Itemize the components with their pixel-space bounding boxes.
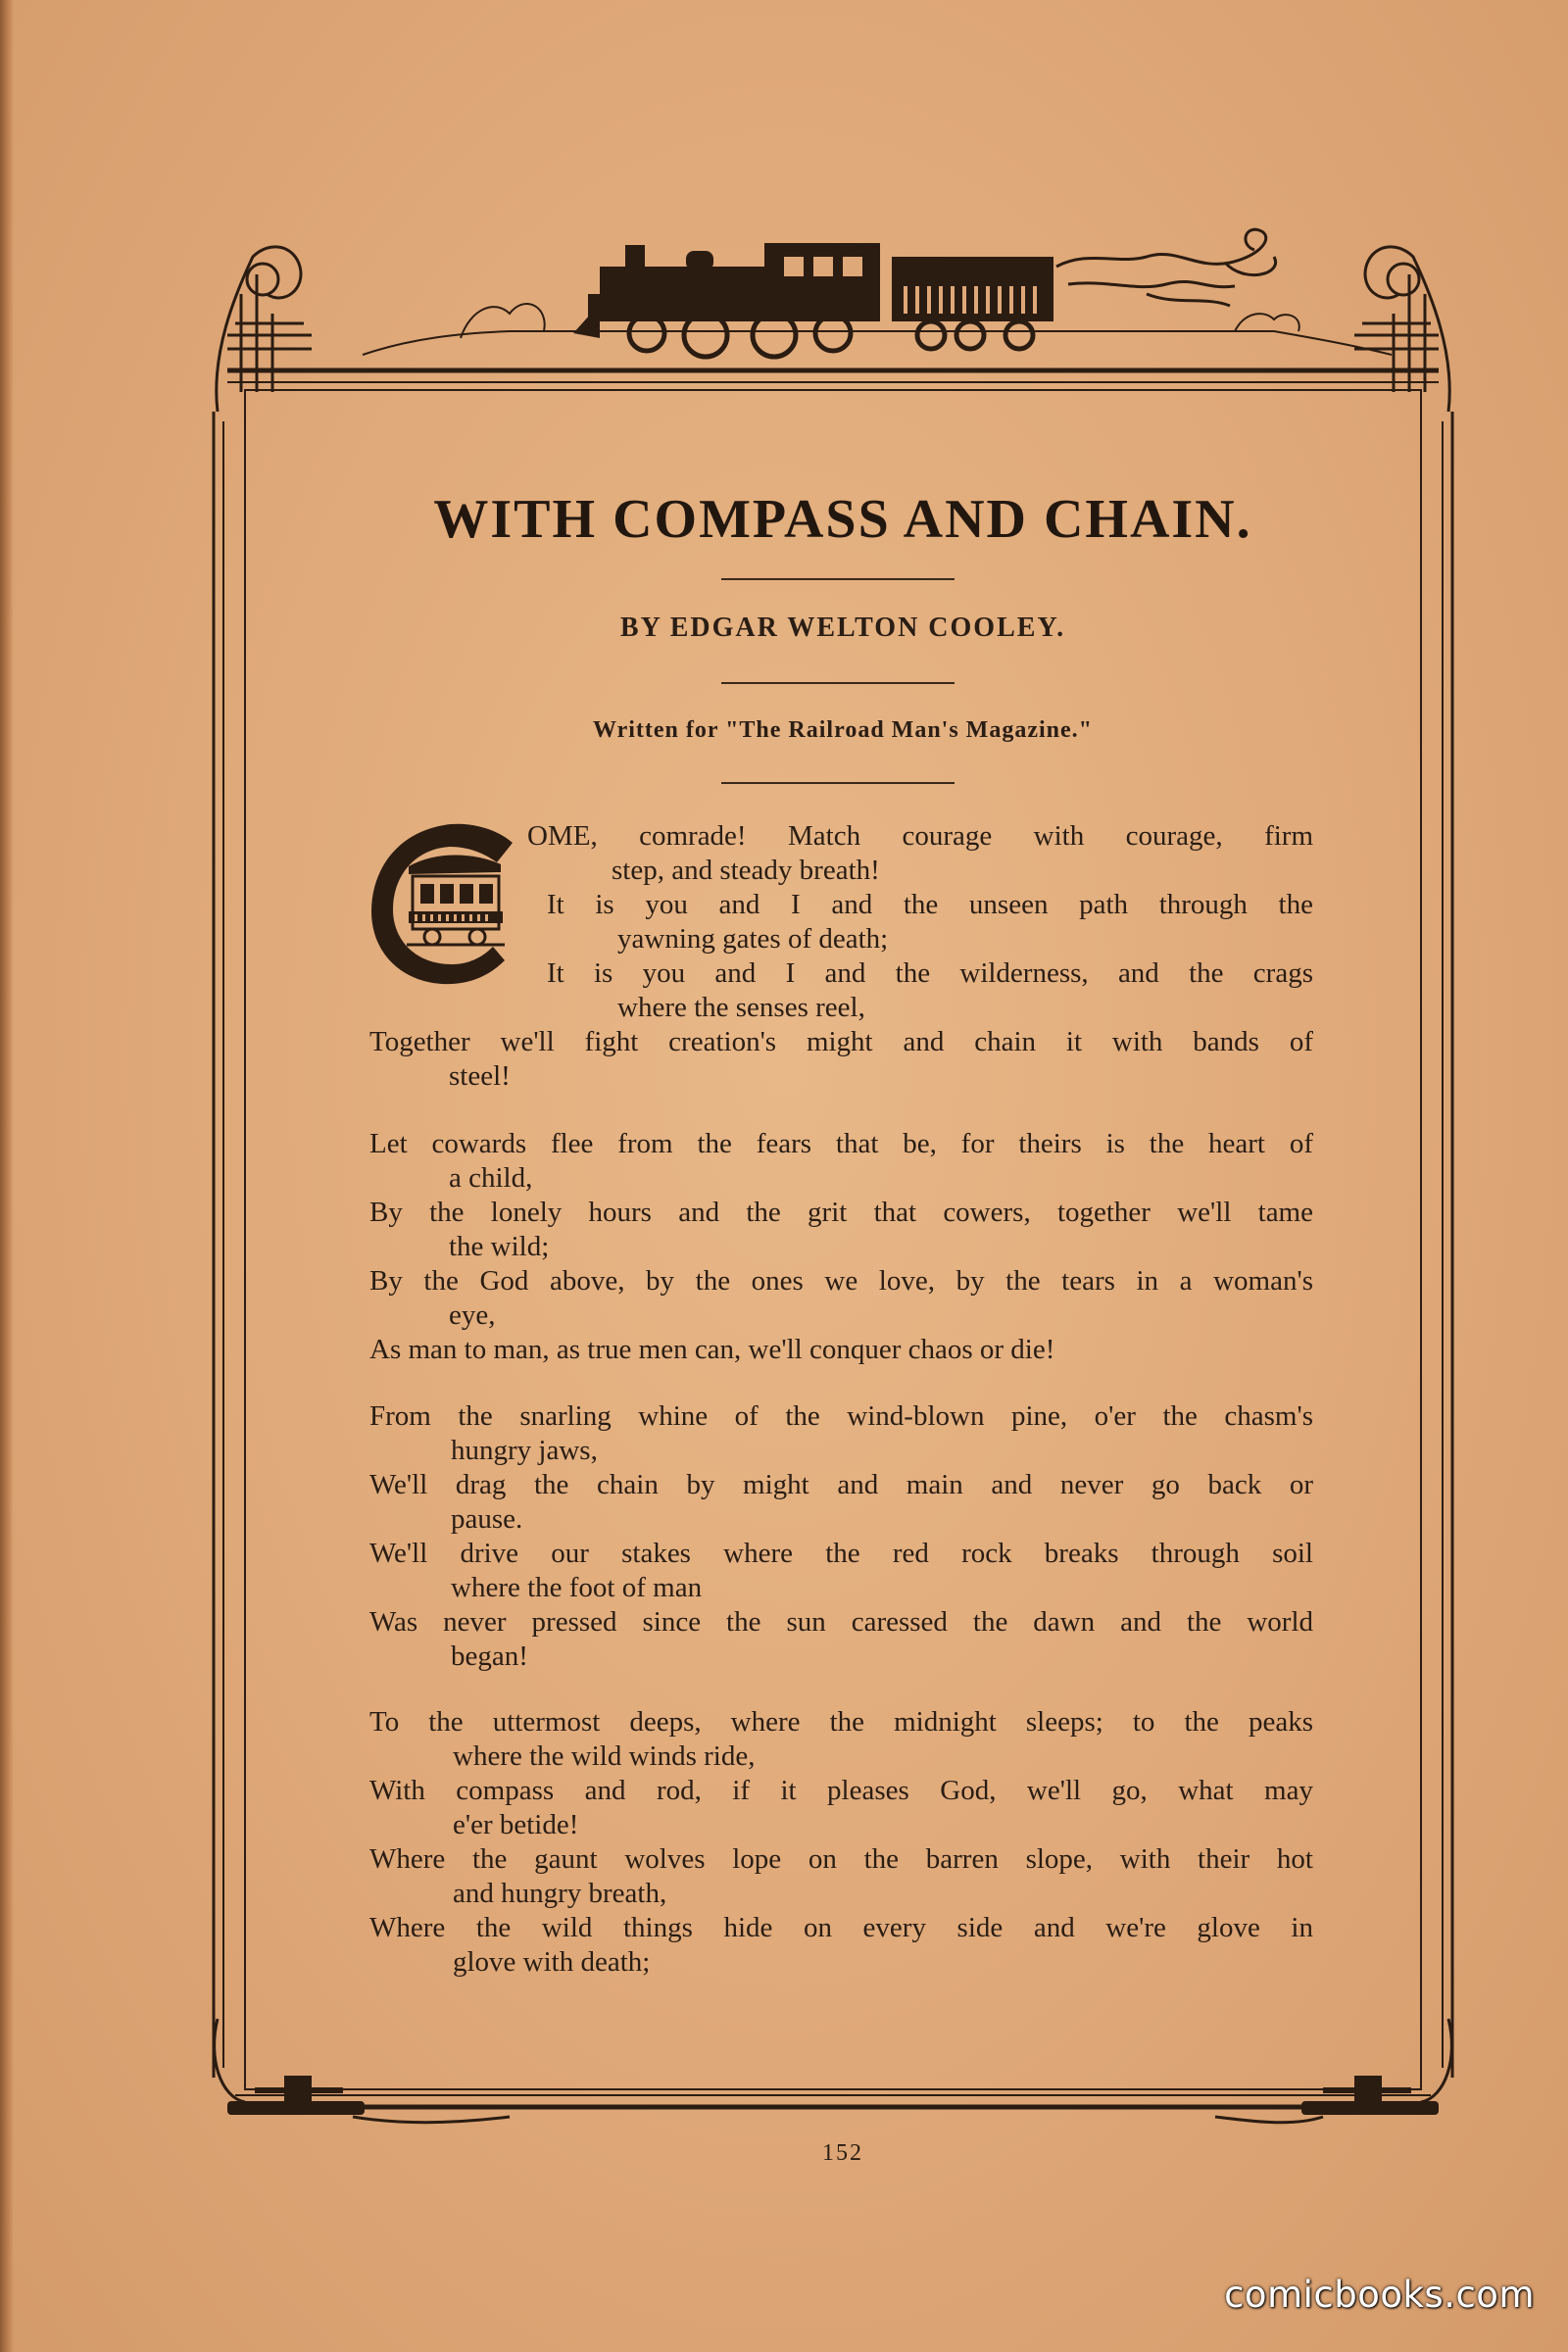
poem-line: By the God above, by the ones we love, by the tears in a woman's: [369, 1265, 1313, 1297]
poem-line-continuation: yawning gates of death;: [617, 923, 889, 955]
poem-line-continuation: glove with death;: [453, 1946, 651, 1978]
poem-line-continuation: steel!: [449, 1060, 511, 1092]
poem-line-continuation: where the wild winds ride,: [453, 1740, 756, 1772]
poem-line: OME, comrade! Match courage with courage, firm: [527, 820, 1313, 852]
poem-line-continuation: where the senses reel,: [617, 992, 865, 1023]
poem-line-continuation: eye,: [449, 1299, 496, 1331]
poem-line-continuation: e'er betide!: [453, 1809, 579, 1840]
poem-line: Where the gaunt wolves lope on the barren slope, with their hot: [369, 1843, 1313, 1875]
poem-line-continuation: step, and steady breath!: [612, 855, 880, 886]
poem-line: With compass and rod, if it pleases God, we'll go, what may: [369, 1775, 1313, 1806]
poem-line: We'll drag the chain by might and main and never go back or: [369, 1469, 1313, 1500]
poem-line: To the uttermost deeps, where the midnight sleeps; to the peaks: [369, 1706, 1313, 1738]
written-for: Written for "The Railroad Man's Magazine.": [593, 717, 1093, 743]
poem-line-continuation: began!: [451, 1641, 528, 1672]
poem-line: We'll drive our stakes where the red rock breaks through soil: [369, 1538, 1313, 1569]
poem-line: Was never pressed since the sun caressed the dawn and the world: [369, 1606, 1313, 1638]
watermark: comicbooks.com: [1224, 2274, 1535, 2316]
article-title: WITH COMPASS AND CHAIN.: [433, 489, 1252, 550]
page-number: 152: [822, 2140, 863, 2166]
poem-line: As man to man, as true men can, we'll conquer chaos or die!: [369, 1334, 1055, 1365]
poem-line-continuation: a child,: [449, 1162, 533, 1194]
poem-line-continuation: where the foot of man: [451, 1572, 703, 1603]
poem-line: From the snarling whine of the wind-blown pine, o'er the chasm's: [369, 1400, 1313, 1432]
poem-line: It is you and I and the unseen path through the: [547, 889, 1313, 920]
poem-line-continuation: hungry jaws,: [451, 1435, 598, 1466]
poem-line: Together we'll fight creation's might and chain it with bands of: [369, 1026, 1313, 1057]
poem-line: Let cowards flee from the fears that be, for theirs is the heart of: [369, 1128, 1313, 1159]
poem-line: Where the wild things hide on every side and we're glove in: [369, 1912, 1313, 1943]
poem-line-continuation: the wild;: [449, 1231, 550, 1262]
poem-line: By the lonely hours and the grit that cowers, together we'll tame: [369, 1197, 1313, 1228]
poem-line: It is you and I and the wilderness, and the crags: [547, 957, 1313, 989]
byline: BY EDGAR WELTON COOLEY.: [619, 612, 1066, 643]
poem-line-continuation: pause.: [451, 1503, 523, 1535]
poem-line-continuation: and hungry breath,: [453, 1878, 667, 1909]
